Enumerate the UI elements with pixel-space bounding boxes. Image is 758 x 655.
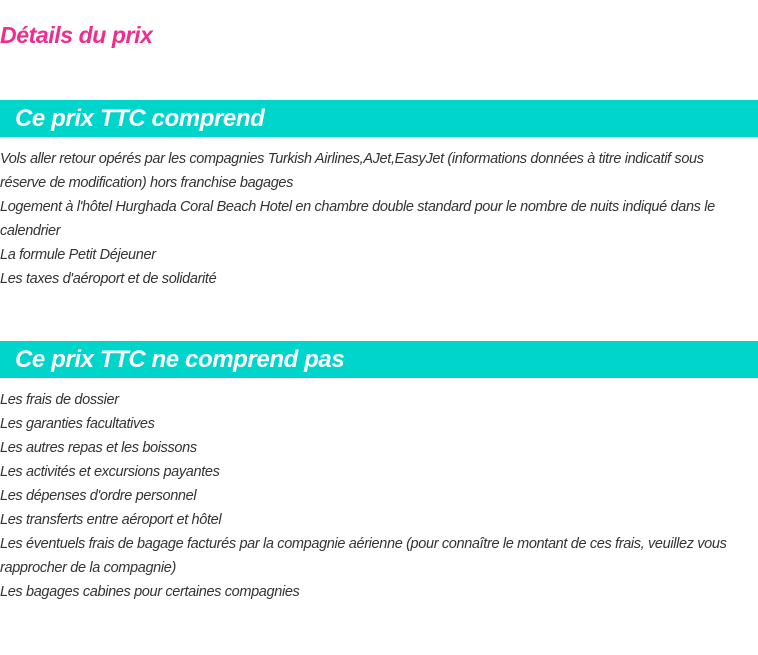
excluded-item-personal-expenses: Les dépenses d'ordre personnel [0,488,197,504]
excluded-items-list [0,388,745,604]
excluded-item-meals: Les autres repas et les boissons [0,440,197,456]
included-item-breakfast: La formule Petit Déjeuner [0,247,156,263]
excluded-item-insurance: Les garanties facultatives [0,416,155,432]
excluded-item-transfers: Les transferts entre aéroport et hôtel [0,512,222,528]
included-item-taxes: Les taxes d'aéroport et de solidarité [0,271,217,287]
excluded-item-cabin-baggage: Les bagages cabines pour certaines compagnies [0,584,300,600]
included-section-title: Ce prix TTC comprend [15,104,265,132]
included-item-hotel: Logement à l'hôtel Hurghada Coral Beach Hotel en chambre double standard pour le nombre de nuits indiqué dans le calendrier [0,199,715,239]
included-items-list [0,147,745,291]
included-section-header [0,100,758,137]
excluded-section-header [0,341,758,378]
excluded-item-activities: Les activités et excursions payantes [0,464,220,480]
included-item-flights: Vols aller retour opérés par les compagnies Turkish Airlines,AJet,EasyJet (informations données à titre indicatif sous réserve de modification) hors franchise bagages [0,151,704,191]
page-title: Détails du prix [0,22,153,48]
included-section [0,100,758,291]
excluded-item-baggage-fees: Les éventuels frais de bagage facturés par la compagnie aérienne (pour connaître le montant de ces frais, veuillez vous rapprocher de la compagnie) [0,536,727,576]
excluded-section-title: Ce prix TTC ne comprend pas [15,345,345,373]
excluded-section [0,341,758,604]
excluded-item-fees: Les frais de dossier [0,392,119,408]
